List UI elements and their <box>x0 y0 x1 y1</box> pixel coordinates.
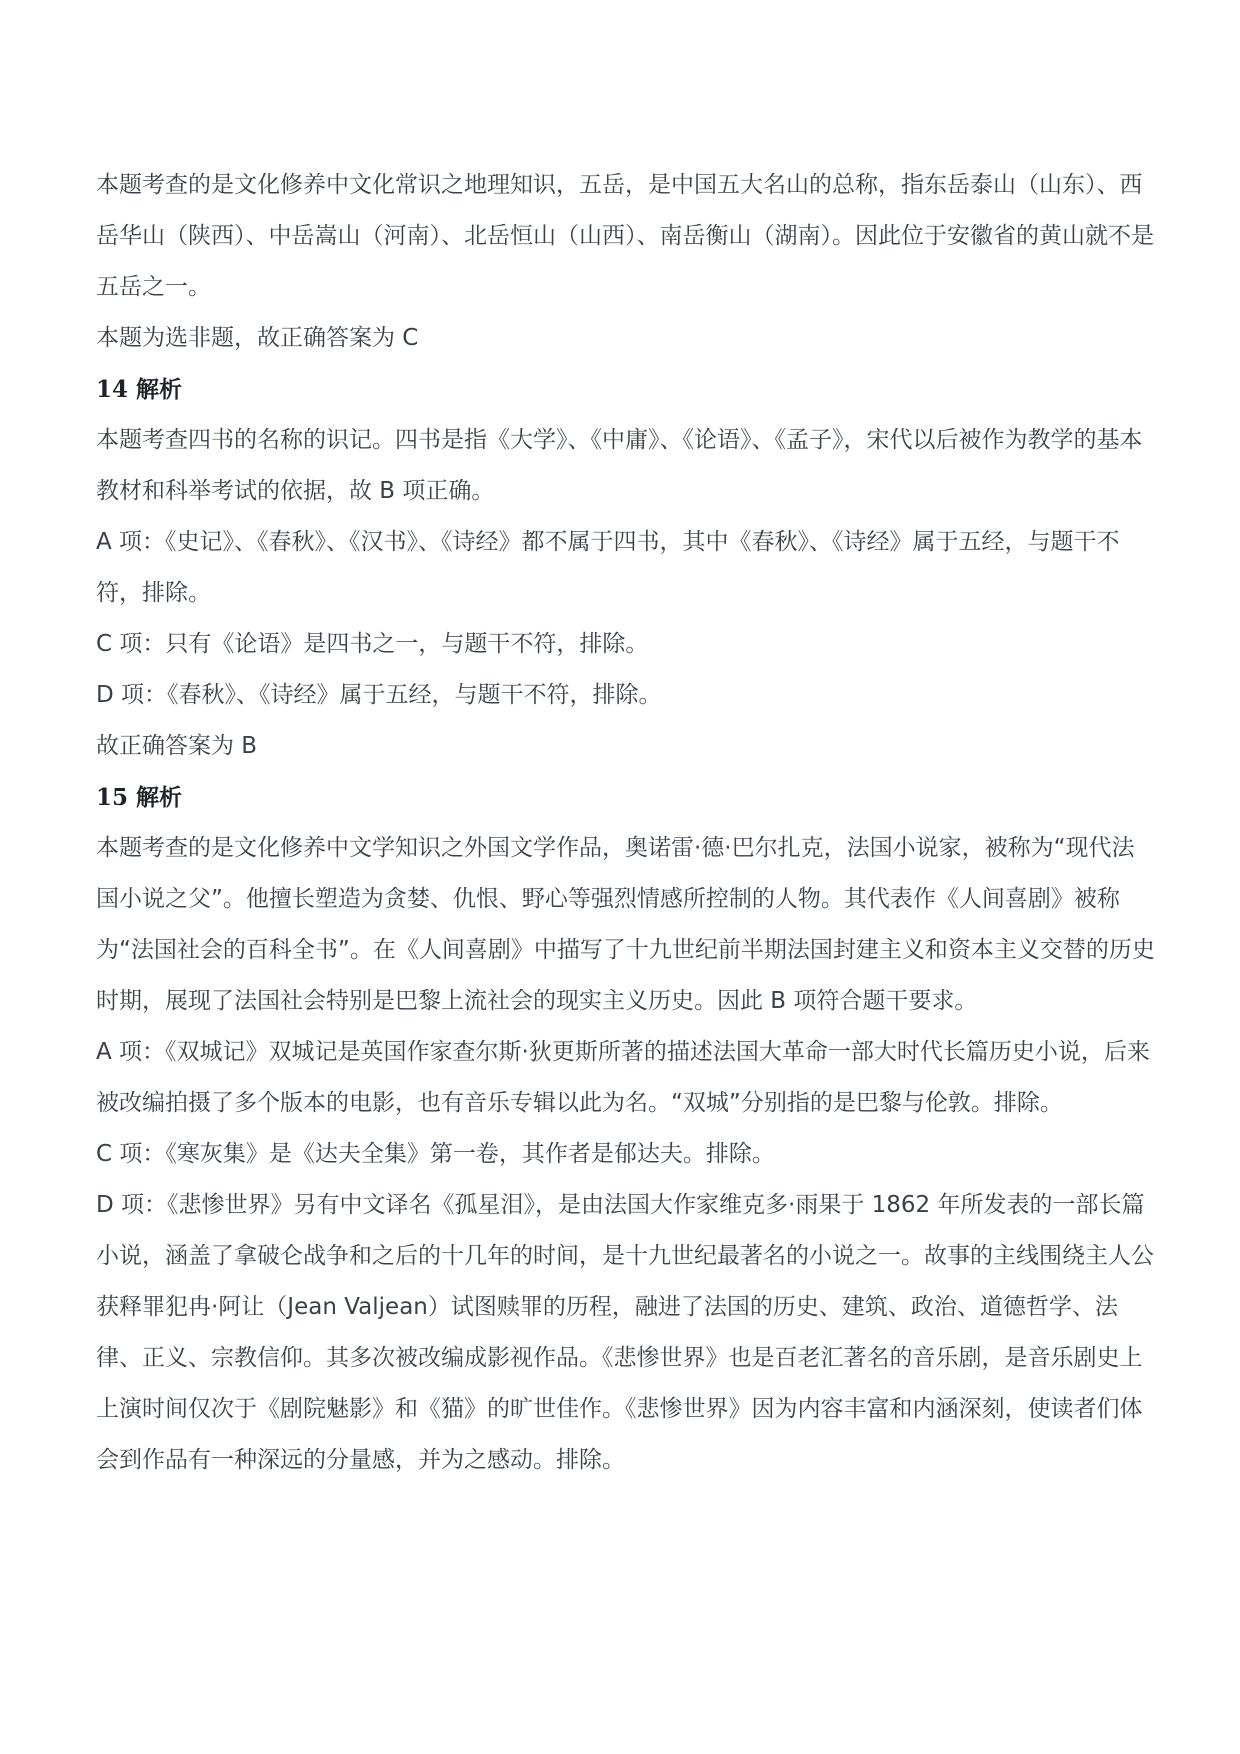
q14-explanation-paragraph: 本题考查四书的名称的识记。四书是指《大学》、《中庸》、《论语》、《孟子》，宋代以后被作为教学的基本教材和科举考试的依据，故 B 项正确。 <box>96 427 1143 504</box>
q14-option-a-paragraph: A 项：《史记》、《春秋》、《汉书》、《诗经》都不属于四书，其中《春秋》、《诗经》属于五经，与题干不符，排除。 <box>96 529 1120 606</box>
q13-explanation-paragraph: 本题考查的是文化修养中文化常识之地理知识，五岳，是中国五大名山的总称，指东岳泰山（山东）、西岳华山（陕西）、中岳嵩山（河南）、北岳恒山（山西）、南岳衡山（湖南）。因此位于安徽省的黄山就不是五岳之一。 <box>96 172 1154 300</box>
q14-heading: 14 解析 <box>96 376 183 403</box>
q14-answer-paragraph: 故正确答案为 B <box>96 733 258 759</box>
q15-option-a-paragraph: A 项：《双城记》双城记是英国作家查尔斯·狄更斯所著的描述法国大革命一部大时代长篇历史小说，后来被改编拍摄了多个版本的电影，也有音乐专辑以此为名。“双城”分别指的是巴黎与伦敦。排除。 <box>96 1039 1150 1116</box>
q15-explanation-paragraph: 本题考查的是文化修养中文学知识之外国文学作品，奥诺雷·德·巴尔扎克，法国小说家，被称为“现代法国小说之父”。他擅长塑造为贪婪、仇恨、野心等强烈情感所控制的人物。其代表作《人间喜剧》被称为“法国社会的百科全书”。在《人间喜剧》中描写了十九世纪前半期法国封建主义和资本主义交替的历史时期，展现了法国社会特别是巴黎上流社会的现实主义历史。因此 B 项符合题干要求。 <box>96 835 1155 1014</box>
q15-option-c-paragraph: C 项：《寒灰集》是《达夫全集》第一卷，其作者是郁达夫。排除。 <box>96 1141 775 1167</box>
q15-heading: 15 解析 <box>96 784 183 811</box>
q13-answer-paragraph: 本题为选非题，故正确答案为 C <box>96 325 419 351</box>
q14-option-d-paragraph: D 项：《春秋》、《诗经》属于五经，与题干不符，排除。 <box>96 682 662 708</box>
document-page <box>96 160 1156 1486</box>
q15-option-d-paragraph: D 项：《悲惨世界》另有中文译名《孤星泪》，是由法国大作家维克多·雨果于 1862 年所发表的一部长篇小说，涵盖了拿破仑战争和之后的十几年的时间，是十九世纪最著名的小说之一。故事的主线围绕主人公获释罪犯冉·阿让（Jean Valjean）试图赎罪的历程，融进了法国的历史、建筑、政治、道德哲学、法律、正义、宗教信仰。其多次被改编成影视作品。《悲惨世界》也是百老汇著名的音乐剧，是音乐剧史上上演时间仅次于《剧院魅影》和《猫》的旷世佳作。《悲惨世界》因为内容丰富和内涵深刻，使读者们体会到作品有一种深远的分量感，并为之感动。排除。 <box>96 1192 1154 1473</box>
q14-option-c-paragraph: C 项：只有《论语》是四书之一，与题干不符，排除。 <box>96 631 649 657</box>
